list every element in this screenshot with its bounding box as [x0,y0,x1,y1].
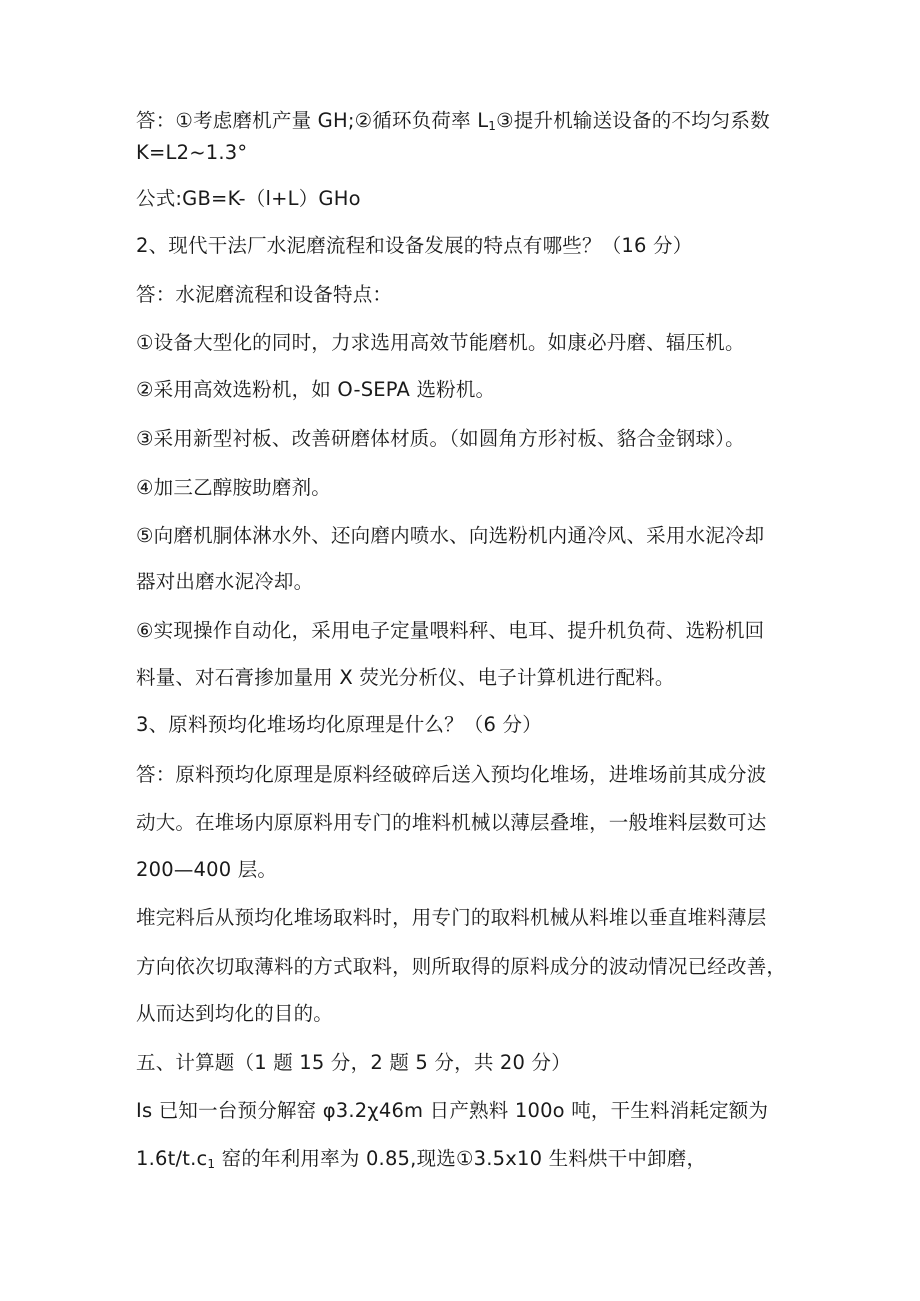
answer-3-line-4: 堆完料后从预均化堆场取料时，用专门的取料机械从料堆以垂直堆料薄层 [136,906,767,929]
answer-3-line-1: 答：原料预均化原理是原料经破碎后送入预均化堆场，进堆场前其成分波 [136,763,767,786]
answer-3-line-3: 200—400 层。 [136,858,278,881]
section-5-heading: 五、计算题（1 题 15 分，2 题 5 分，共 20 分） [136,1051,571,1074]
question-3: 3、原料预均化堆场均化原理是什么？（6 分） [136,713,542,736]
answer-2-item-5: ⑤向磨机胴体淋水外、还向磨内喷水、向选粉机内通冷风、采用水泥冷却 [136,524,765,547]
answer-2-item-5-cont: 器对出磨水泥冷却。 [136,570,314,593]
formula-line: 公式:GB=K-（l+L）GHo [136,187,361,210]
problem-1-line-1: Is 已知一台预分解窑 φ3.2χ46m 日产熟料 100o 吨，干生料消耗定额为 [136,1099,769,1122]
answer-line-1: 答：①考虑磨机产量 GH;②循环负荷率 $L_1③$提升机输送设备的不均匀系数 [136,109,770,133]
question-2: 2、现代干法厂水泥磨流程和设备发展的特点有哪些？（16 分） [136,234,693,257]
answer-2-item-2: ②采用高效选粉机，如 O-SEPA 选粉机。 [136,378,496,401]
answer-2-item-4: ④加三乙醇胺助磨剂。 [136,476,331,499]
answer-2-item-3: ③采用新型衬板、改善研磨体材质。（如圆角方形衬板、貉合金钢球）。 [136,427,745,450]
answer-2-item-6-cont: 料量、对石膏掺加量用 X 荧光分析仪、电子计算机进行配料。 [136,666,675,689]
answer-2-item-6: ⑥实现操作自动化，采用电子定量喂料秤、电耳、提升机负荷、选粉机回 [136,619,765,642]
answer-line-2: K=L2~1.3° [136,141,248,164]
answer-2-item-1: ①设备大型化的同时，力求选用高效节能磨机。如康必丹磨、辐压机。 [136,331,745,354]
answer-2-intro: 答：水泥磨流程和设备特点： [136,283,393,306]
answer-3-line-6: 从而达到均化的目的。 [136,1002,334,1025]
answer-3-line-2: 动大。在堆场内原原料用专门的堆料机械以薄层叠堆，一般堆料层数可达 [136,811,767,834]
answer-3-line-5: 方向依次切取薄料的方式取料，则所取得的原料成分的波动情况已经改善， [136,955,787,978]
problem-1-line-2: $1.6t/t.c_1$ 窑的年利用率为 0.85,现选①3.5x10 生料烘干中卸磨， [136,1147,707,1171]
